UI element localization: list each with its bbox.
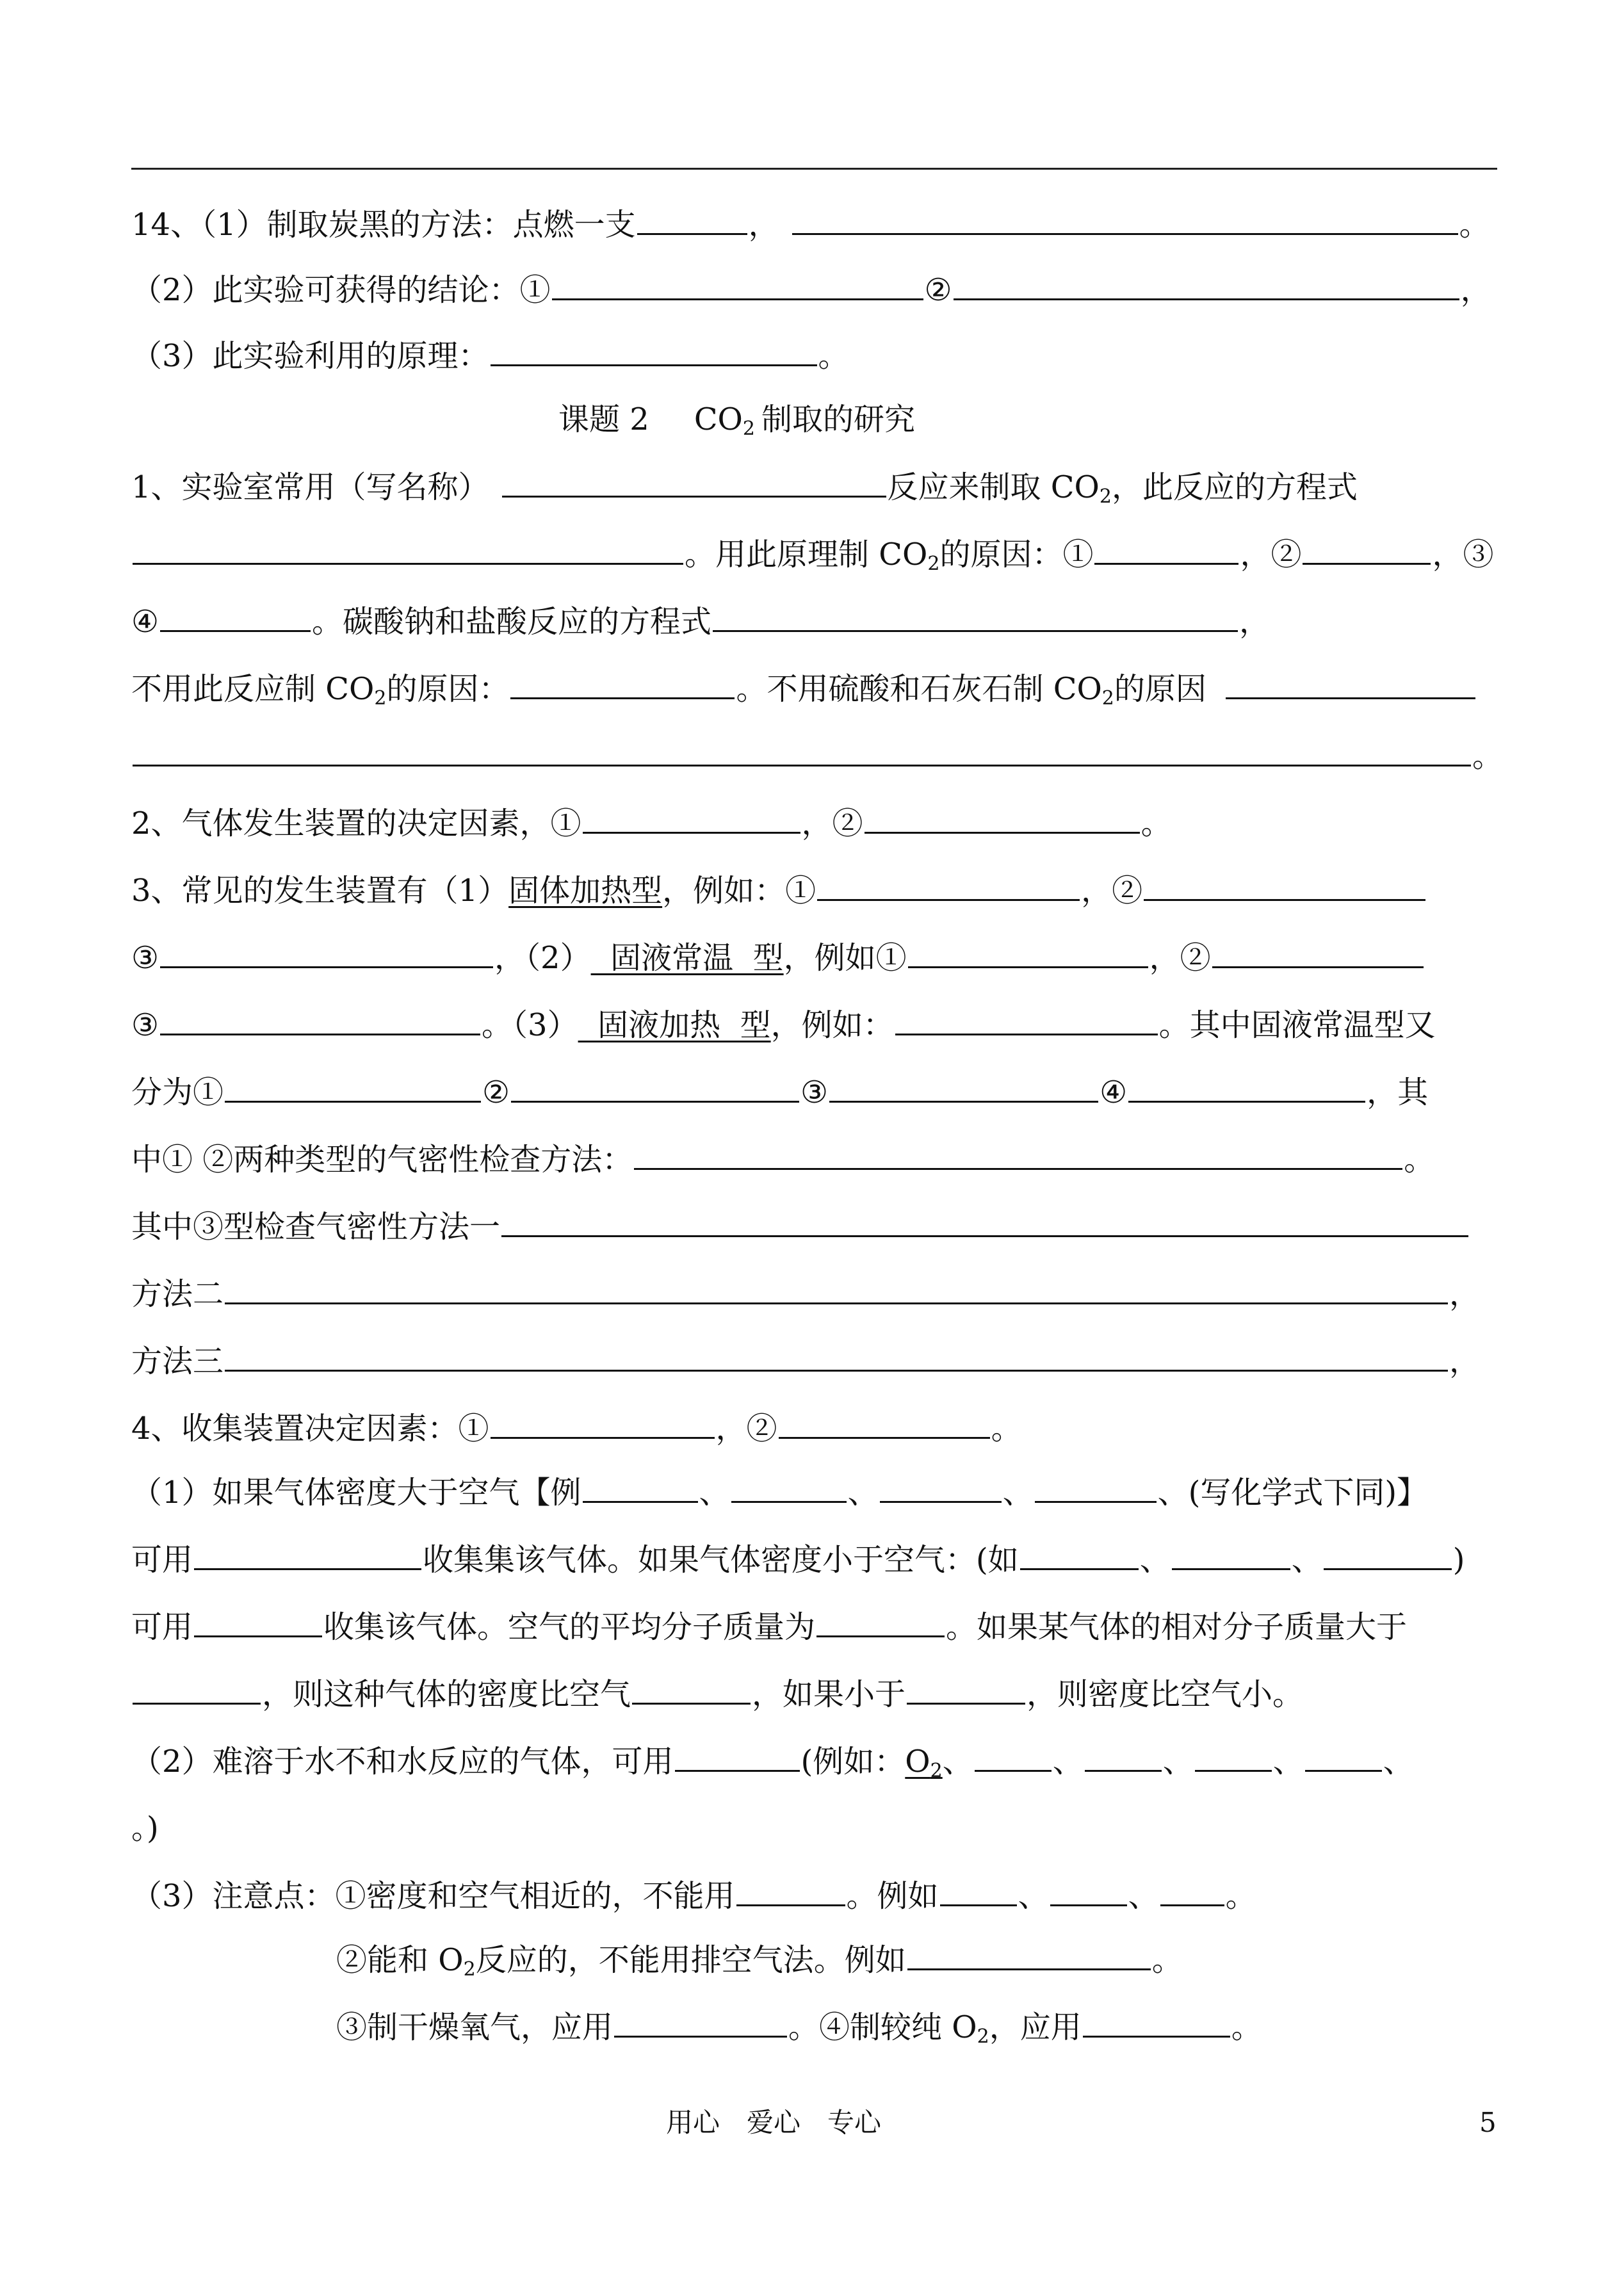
blank[interactable] — [552, 270, 923, 300]
blank[interactable] — [792, 205, 1458, 235]
blank[interactable] — [491, 1409, 715, 1439]
punct: 、 — [1383, 1744, 1414, 1780]
q4-text: (例如： — [800, 1744, 905, 1780]
section-title-text: 制取的研究 — [761, 401, 915, 437]
punct: 。 — [991, 1411, 1022, 1447]
blank[interactable] — [491, 336, 817, 366]
q3-line-5 — [131, 1140, 1434, 1178]
q1-line-4 — [131, 669, 1477, 708]
q1-line-5 — [131, 736, 1503, 775]
punct: 、 — [942, 1744, 973, 1780]
q14-line-1 — [131, 205, 1490, 243]
blank[interactable] — [1305, 1742, 1382, 1772]
blank[interactable] — [583, 804, 800, 834]
q4-text: ，则密度比空气小。 — [1027, 1676, 1304, 1712]
blank[interactable] — [1324, 1540, 1452, 1570]
q4-text: 。④制较纯 O — [788, 2009, 977, 2045]
punct: 。 — [1225, 1878, 1256, 1914]
header-rule — [131, 168, 1497, 170]
q1-text: 的原因 — [1114, 671, 1206, 707]
q3-line-7 — [131, 1274, 1480, 1313]
blank[interactable] — [779, 1409, 990, 1439]
q3-line-8 — [131, 1342, 1480, 1380]
q3-text: 方法二 — [131, 1276, 224, 1312]
blank[interactable] — [1303, 535, 1431, 565]
blank[interactable] — [1128, 1073, 1365, 1103]
blank[interactable] — [675, 1742, 800, 1772]
q2-prompt: 2、气体发生装置的决定因素，① — [131, 806, 581, 841]
blank[interactable] — [133, 535, 683, 565]
underlined-term: 固液加热 型 — [578, 1007, 771, 1043]
q4-text: 。如果某气体的相对分子质量大于 — [946, 1609, 1408, 1645]
q1-line-2 — [131, 535, 1493, 573]
circled-number: ④ — [1100, 1075, 1128, 1110]
circled-number: ④ — [131, 604, 159, 640]
blank[interactable] — [160, 602, 311, 632]
blank[interactable] — [194, 1607, 322, 1637]
q4-text: 可用 — [131, 1609, 193, 1645]
blank[interactable] — [225, 1073, 481, 1103]
blank[interactable] — [954, 270, 1459, 300]
q3-text: ，例如：① — [662, 873, 816, 909]
circled-number: ② — [482, 1075, 510, 1110]
q4-text: ②能和 O — [336, 1942, 464, 1978]
q3-prompt: 3、常见的发生装置有（1） — [131, 873, 509, 909]
q4-prompt: 4、收集装置决定因素：① — [131, 1411, 489, 1447]
q1-prompt-1: 1、实验室常用（写名称） — [131, 469, 489, 505]
blank[interactable] — [1020, 1540, 1139, 1570]
blank[interactable] — [225, 1342, 1448, 1372]
q1-text: 的原因：① — [939, 537, 1094, 572]
footer-motto: 用心 爱心 专心 — [666, 2107, 882, 2138]
punct: ， — [1449, 1276, 1481, 1312]
q1-text: ，② — [1240, 537, 1302, 572]
blank[interactable] — [880, 1473, 1002, 1503]
q14-prompt-2: （2）此实验可获得的结论：① — [131, 272, 551, 308]
q4-line-7 — [131, 1809, 159, 1847]
subscript: 2 — [374, 687, 387, 710]
blank[interactable] — [133, 736, 1471, 766]
punct: 、 — [1139, 1542, 1171, 1578]
subscript: 2 — [1101, 687, 1114, 710]
q3-line-6 — [131, 1207, 1470, 1245]
punct: ， — [1239, 604, 1271, 640]
q4-text: 收集集该气体。如果气体密度小于空气：(如 — [423, 1542, 1019, 1578]
blank[interactable] — [160, 1005, 480, 1035]
circled-number: ② — [924, 272, 952, 308]
q4-text: 、(写化学式下同)】 — [1157, 1475, 1428, 1511]
q14-line-3 — [131, 336, 849, 375]
q3-text: ，② — [1081, 873, 1143, 909]
blank[interactable] — [940, 1876, 1017, 1906]
q2-line — [131, 804, 1172, 842]
blank[interactable] — [908, 938, 1148, 968]
punct: 。 — [1472, 738, 1504, 774]
q3-text: 分为① — [131, 1075, 224, 1110]
blank[interactable] — [1094, 535, 1238, 565]
punct: 、 — [1128, 1878, 1159, 1914]
q3-text: ，（2） — [494, 940, 591, 976]
circled-number: ③ — [800, 1075, 829, 1110]
q4-line-8 — [131, 1876, 1256, 1915]
blank[interactable] — [511, 1073, 799, 1103]
o2-text: O — [905, 1744, 930, 1780]
punct: ， — [748, 207, 779, 243]
blank[interactable] — [160, 938, 493, 968]
punct: 。 — [1459, 207, 1490, 243]
q4-text: （2）难溶于水不和水反应的气体，可用 — [131, 1744, 674, 1780]
q4-line-4 — [131, 1607, 1407, 1646]
underlined-term: 固液常温 型 — [590, 940, 784, 976]
q3-text: 方法三 — [131, 1343, 224, 1379]
blank[interactable] — [1144, 871, 1425, 901]
q1-line-1 — [131, 467, 1358, 506]
blank[interactable] — [634, 1140, 1402, 1170]
punct: ， — [1460, 272, 1491, 308]
q3-text: 。其中固液常温型又 — [1158, 1007, 1436, 1043]
punct: 、 — [1052, 1744, 1084, 1780]
blank[interactable] — [583, 1473, 698, 1503]
blank[interactable] — [510, 669, 735, 699]
q3-text: ，② — [1149, 940, 1211, 976]
subscript: 2 — [927, 553, 940, 575]
q1-text: 不用此反应制 CO — [131, 671, 375, 707]
punct: 、 — [847, 1475, 879, 1511]
blank[interactable] — [1212, 938, 1424, 968]
q1-text: ，此反应的方程式 — [1111, 469, 1358, 505]
blank[interactable] — [637, 205, 747, 235]
blank[interactable] — [1160, 1876, 1224, 1906]
q4-text: 收集该气体。空气的平均分子质量为 — [323, 1609, 816, 1645]
page-number: 5 — [1479, 2107, 1497, 2138]
blank[interactable] — [1085, 1742, 1162, 1772]
blank[interactable] — [1195, 1742, 1272, 1772]
q4-text: ③制干燥氧气，应用 — [336, 2009, 613, 2045]
blank[interactable] — [736, 1876, 845, 1906]
q14-prompt-3: （3）此实验利用的原理： — [131, 338, 489, 374]
blank[interactable] — [501, 1207, 1468, 1237]
q4-line-9 — [336, 1940, 1183, 1979]
blank[interactable] — [731, 1473, 847, 1503]
q4-line-1 — [131, 1409, 1022, 1447]
blank[interactable] — [817, 871, 1080, 901]
q1-line-3 — [131, 602, 1270, 640]
q2-text: ，② — [801, 806, 863, 841]
blank[interactable] — [502, 467, 886, 498]
punct: 、 — [1018, 1878, 1049, 1914]
q3-text: 中① ②两种类型的气密性检查方法： — [131, 1142, 633, 1178]
q14-prompt-1: 14、（1）制取炭黑的方法：点燃一支 — [131, 207, 636, 243]
q4-text: 可用 — [131, 1542, 193, 1578]
blank[interactable] — [1050, 1876, 1127, 1906]
q4-text: ，应用 — [989, 2009, 1082, 2045]
q4-line-5 — [131, 1675, 1303, 1713]
punct: 、 — [1291, 1542, 1322, 1578]
q4-text: 。例如 — [846, 1878, 939, 1914]
q3-text: 。（3） — [482, 1007, 578, 1043]
blank[interactable] — [632, 1675, 751, 1705]
blank[interactable] — [133, 1675, 261, 1705]
punct: 。 — [1151, 1942, 1183, 1978]
subscript: 2 — [977, 2025, 989, 2048]
q3-text: ，例如① — [783, 940, 907, 976]
punct: 。 — [818, 338, 849, 374]
subscript: 2 — [1099, 485, 1112, 508]
punct: 。 — [1404, 1142, 1435, 1178]
blank[interactable] — [895, 1005, 1158, 1035]
q4-line-3 — [131, 1540, 1465, 1578]
subscript: 2 — [930, 1760, 943, 1782]
q4-text: 反应的，不能用排空气法。例如 — [475, 1942, 906, 1978]
punct: ， — [1449, 1343, 1481, 1379]
q3-text: 其中③型检查气密性方法一 — [131, 1209, 501, 1245]
blank[interactable] — [614, 2007, 787, 2038]
blank[interactable] — [1172, 1540, 1290, 1570]
q4-text: ，如果小于 — [752, 1676, 906, 1712]
q4-text: ，则这种气体的密度比空气 — [262, 1676, 631, 1712]
blank[interactable] — [907, 1675, 1025, 1705]
q14-line-2 — [131, 270, 1491, 309]
q4-text: ，② — [715, 1411, 777, 1447]
q4-line-10 — [336, 2007, 1262, 2046]
punct: 。 — [1141, 806, 1172, 841]
q3-line-3 — [131, 1005, 1436, 1044]
q3-text: ，其 — [1367, 1075, 1429, 1110]
q4-text: （1）如果气体密度大于空气【例 — [131, 1475, 581, 1511]
punct: 、 — [1272, 1744, 1304, 1780]
blank[interactable] — [225, 1274, 1448, 1304]
punct: 、 — [1162, 1744, 1194, 1780]
section-title — [558, 400, 915, 439]
punct: ) — [1452, 1542, 1465, 1578]
blank[interactable] — [829, 1073, 1098, 1103]
q3-line-1 — [131, 871, 1427, 909]
blank[interactable] — [975, 1742, 1052, 1772]
blank[interactable] — [1226, 669, 1475, 699]
subscript: 2 — [742, 418, 755, 440]
blank[interactable] — [907, 1940, 1151, 1970]
punct: 。) — [131, 1810, 159, 1846]
example-o2 — [905, 1744, 942, 1780]
q3-line-2 — [131, 938, 1425, 977]
section-co: CO — [694, 401, 743, 437]
punct: 、 — [699, 1475, 730, 1511]
underlined-term: 固体加热型 — [508, 873, 663, 909]
q1-text: 的原因： — [386, 671, 510, 707]
q3-text: ，例如： — [770, 1007, 894, 1043]
q4-text: （3）注意点：①密度和空气相近的，不能用 — [131, 1878, 735, 1914]
blank[interactable] — [1083, 2007, 1230, 2038]
punct: 、 — [1002, 1475, 1034, 1511]
q4-line-2 — [131, 1473, 1427, 1511]
q1-text: ，③ — [1432, 537, 1494, 572]
blank[interactable] — [194, 1540, 421, 1570]
q1-text: 。碳酸钠和盐酸反应的方程式 — [312, 604, 712, 640]
blank[interactable] — [713, 602, 1238, 632]
section-number: 课题 2 — [558, 401, 649, 437]
circled-number: ③ — [131, 1007, 159, 1043]
q3-line-4 — [131, 1073, 1428, 1111]
punct: 。 — [1231, 2009, 1262, 2045]
subscript: 2 — [463, 1958, 476, 1981]
q4-line-6 — [131, 1742, 1414, 1780]
circled-number: ③ — [131, 940, 159, 976]
q1-text: 反应来制取 CO — [887, 469, 1100, 505]
blank[interactable] — [1035, 1473, 1157, 1503]
blank[interactable] — [816, 1607, 945, 1637]
blank[interactable] — [865, 804, 1140, 834]
q1-text: 。用此原理制 CO — [685, 537, 928, 572]
q1-text: 。不用硫酸和石灰石制 CO — [736, 671, 1102, 707]
